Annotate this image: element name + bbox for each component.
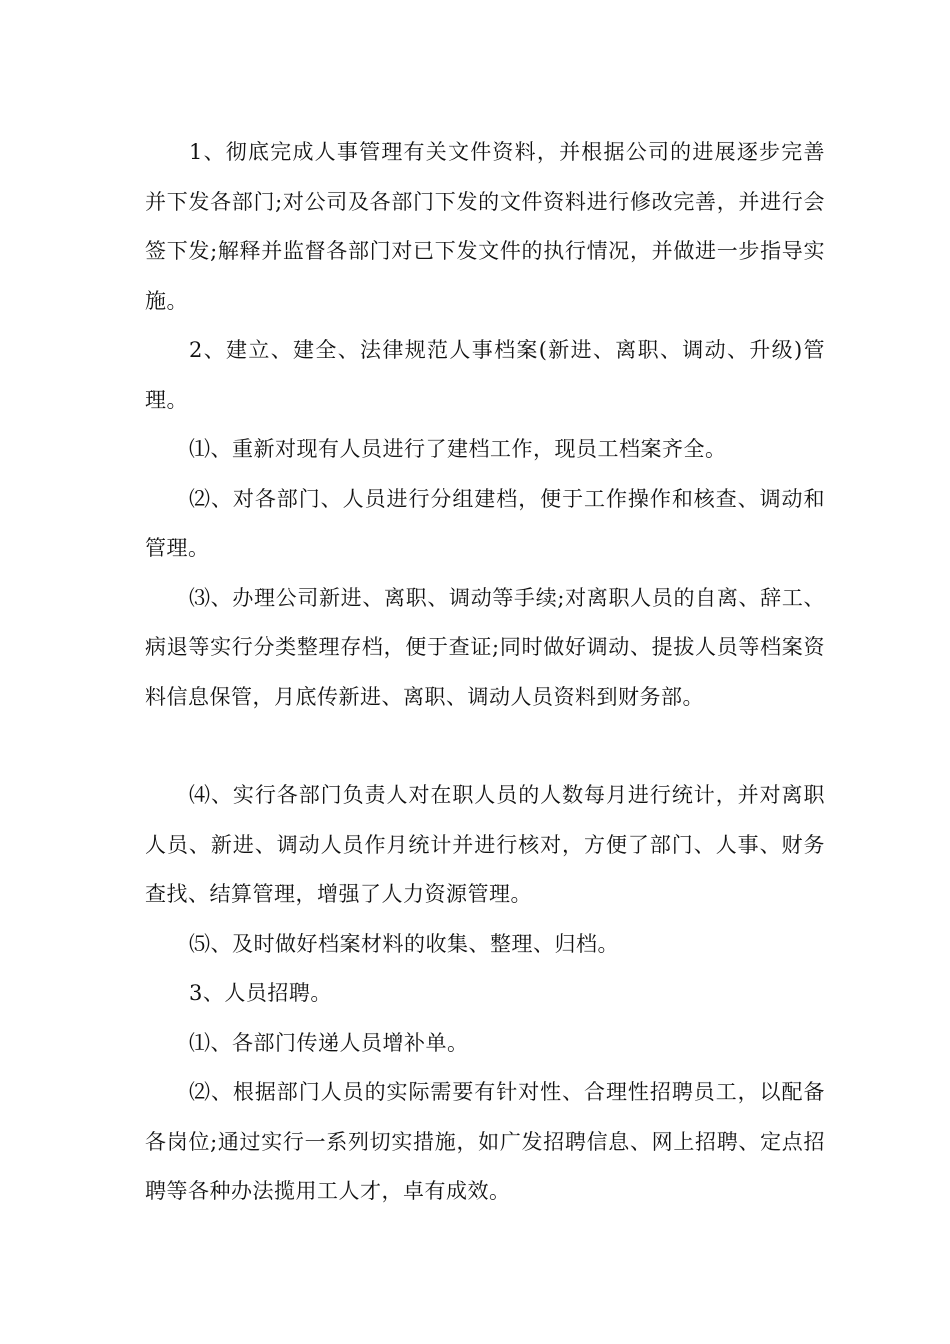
paragraph-3: 3、人员招聘。 [189,981,332,1005]
paragraph-3-2: ⑵、根据部门人员的实际需要有针对性、合理性招聘员工，以配备各岗位;通过实行一系列切实措施，如广发招聘信息、网上招聘、定点招聘等各种办法揽用工人才，卓有成效。 [145,1080,825,1203]
paragraph-2-1: ⑴、重新对现有人员进行了建档工作，现员工档案齐全。 [189,437,727,461]
paragraph-2-4: ⑷、实行各部门负责人对在职人员的人数每月进行统计，并对离职人员、新进、调动人员作月统计并进行核对，方便了部门、人事、财务查找、结算管理，增强了人力资源管理。 [145,783,825,906]
paragraph-1: 1、彻底完成人事管理有关文件资料，并根据公司的进展逐步完善并下发各部门;对公司及各部门下发的文件资料进行修改完善，并进行会签下发;解释并监督各部门对已下发文件的执行情况，并做进一步指导实施。 [145,140,825,313]
paragraph-2-2: ⑵、对各部门、人员进行分组建档，便于工作操作和核查、调动和管理。 [145,486,825,560]
blank-line [145,722,825,771]
paragraph-2: 2、建立、建全、法律规范人事档案(新进、离职、调动、升级)管理。 [145,338,825,412]
paragraph-2-5: ⑸、及时做好档案材料的收集、整理、归档。 [189,931,619,956]
document-body [145,128,825,1217]
paragraph-2-3: ⑶、办理公司新进、离职、调动等手续;对离职人员的自离、辞工、病退等实行分类整理存档，便于查证;同时做好调动、提拔人员等档案资料信息保管，月底传新进、离职、调动人员资料到财务部。 [145,585,825,709]
paragraph-3-1: ⑴、各部门传递人员增补单。 [189,1030,469,1055]
